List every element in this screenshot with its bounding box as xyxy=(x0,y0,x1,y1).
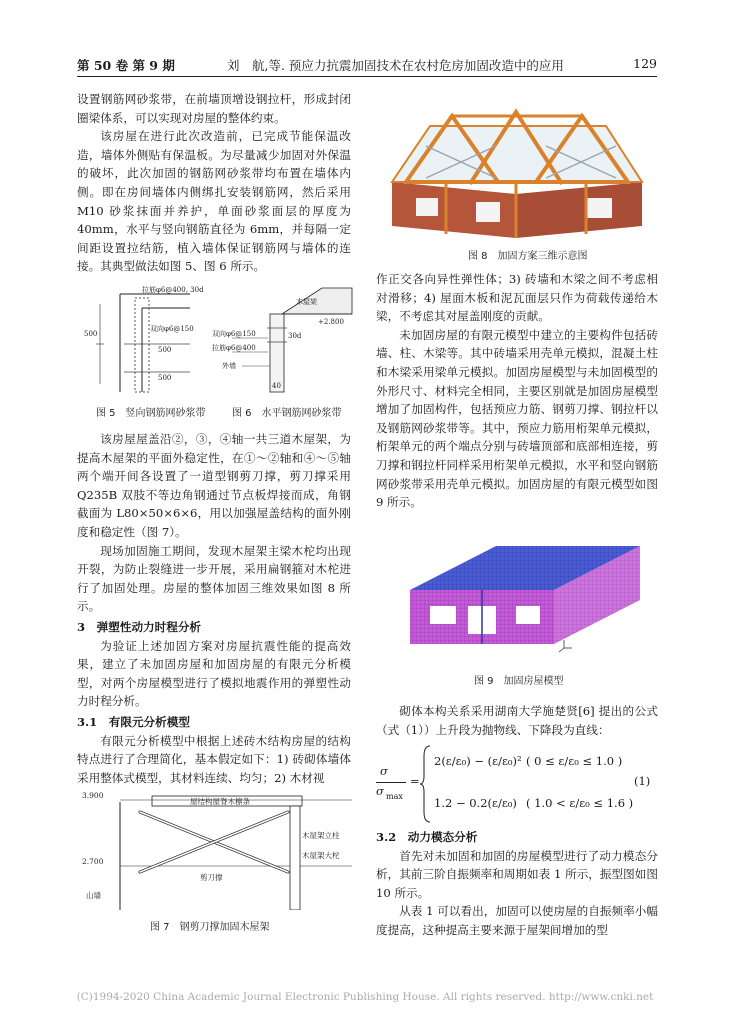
paragraph: 该房屋在进行此次改造前，已完成节能保温改造，墙体外侧贴有保温板。为尽量减少加固对外保温的破坏，此次加固的钢筋网砂浆带均布置在墙体内侧。即在房间墙体内侧绑扎安装钢筋网，然后采用 M10 砂浆抹面并养护，单面砂浆面层的厚度为 40mm，水平与竖向钢筋直径为 6mm，并每隔一定间距设置拉结筋，植入墙体保证钢筋网与墙体的连接。其典型做法如图 5、图 6 所示。 xyxy=(77,129,351,274)
paragraph: 有限元分析模型中根据上述砖木结构房屋的结构特点进行了合理简化，基本假定如下：1) 砖砌体墙体采用整体式模型，其材料连续、均匀；2) 木材视 xyxy=(77,733,351,785)
paragraph: 作正交各向异性弹性体；3) 砖墙和木梁之间不考虑相对滑移；4) 屋面木板和泥瓦面层只作为荷载传递给木梁，不考虑其对屋盖刚度的贡献。 xyxy=(376,272,658,324)
fig7-label: 3.900 xyxy=(82,792,104,800)
fig5-label: 500 xyxy=(84,330,98,338)
formula-number: (1) xyxy=(634,774,651,788)
equation-1: σ σ max = 2(ε/ε₀) − (ε/ε₀)² ( 0 ≤ ε/ε₀ ≤ 1.0 ) 1.2 − 0.2(ε/ε₀) ( 1.0 < ε/ε₀ ≤ 1.6 ) (1) xyxy=(376,742,658,826)
journal-issue: 第 50 卷 第 9 期 xyxy=(77,58,175,73)
formula-row2: 1.2 − 0.2(ε/ε₀) xyxy=(434,796,517,810)
formula-cond1: ( 0 ≤ ε/ε₀ ≤ 1.0 ) xyxy=(526,754,623,768)
fig5-drawing xyxy=(80,284,210,396)
right-column-bottom xyxy=(376,826,658,940)
copyright-footer: (C)1994-2020 China Academic Journal Electronic Publishing House. All rights reserved. http://www.cnki.net xyxy=(76,991,654,1003)
left-column-mid xyxy=(77,430,351,787)
fig6-label: 外墙 xyxy=(222,362,236,370)
fig6-label: 30d xyxy=(288,332,302,340)
paragraph: 为验证上述加固方案对房屋抗震性能的提高效果，建立了未加固房屋和加固房屋的有限元分析模型，对两个房屋模型进行了模拟地震作用的弹塑性动力时程分析。 xyxy=(77,638,351,709)
fig5-label: 500 xyxy=(158,346,172,354)
fig7-caption: 图 7 钢剪刀撑加固木屋架 xyxy=(150,922,270,933)
formula-lhs-den: σ xyxy=(376,784,384,798)
fig7-label: 2.700 xyxy=(82,857,104,866)
fig9-caption: 图 9 加固房屋模型 xyxy=(474,676,564,687)
fig7-label: 山墙 xyxy=(86,891,101,900)
fig6-label: 40 xyxy=(272,382,281,390)
fig8-caption: 图 8 加固方案三维示意图 xyxy=(468,251,588,262)
paragraph: 该房屋屋盖沿②，③，④轴一共三道木屋架，为提高木屋架的平面外稳定性，在①～②轴和④～⑤轴两个端开间各设置了一道型钢剪刀撑，剪刀撑采用 Q235B 双肢不等边角钢通过节点板焊接而成，角钢截面为 L80×50×6×6，用以加强屋盖结构的面外刚度和稳定性（图 7）。 xyxy=(77,432,351,539)
section-heading: 3.2 动力模态分析 xyxy=(376,830,478,844)
fig6-drawing xyxy=(212,284,354,396)
axis-triad-icon xyxy=(559,640,572,652)
fig5-label: 500 xyxy=(158,374,172,382)
fig9-fe-model xyxy=(404,536,654,660)
paragraph: 未加固房屋的有限元模型中建立的主要构件包括砖墙、柱、木梁等。其中砖墙采用壳单元模拟，混凝土柱和木梁采用梁单元模拟。加固房屋模型与未加固模型的外形尺寸、材料完全相同，主要区别就是加固房屋模型增加了加固构件，包括预应力筋、钢剪刀撑、钢拉杆以及钢筋网砂浆带等。其中，预应力筋用桁架单元模拟，桁架单元的两个端点分别与砖墙顶部和底部相连接，剪刀撑和钢拉杆同样采用桁架单元模拟，水平和竖向钢筋网砂浆带采用壳单元模拟。加固房屋的有限元模型如图 9 所示。 xyxy=(376,327,658,510)
fig5-caption: 图 5 竖向钢筋网砂浆带 xyxy=(96,408,206,419)
running-header xyxy=(77,54,657,77)
formula-brace xyxy=(420,744,432,824)
paragraph: 首先对未加固和加固的房屋模型进行了动力模态分析，其前三阶自振频率和周期如表 1 所示，振型图如图 10 所示。 xyxy=(376,848,658,900)
right-column-mid xyxy=(376,702,658,739)
fig6-label: 拉筋φ6@400 xyxy=(212,344,256,352)
fig5-label: 双向φ6@150 xyxy=(150,325,194,333)
fig8-3d-render xyxy=(386,86,648,238)
fig7-label: 剪刀撑 xyxy=(200,873,223,882)
formula-lhs-den-sub: max xyxy=(386,792,403,801)
formula-row1: 2(ε/ε₀) − (ε/ε₀)² xyxy=(434,754,522,768)
paragraph: 从表 1 可以看出，加固可以使房屋的自振频率小幅度提高，这种提高主要来源于屋架间增加的型 xyxy=(376,904,658,937)
fig6-label: 双向φ6@150 xyxy=(212,330,256,338)
right-column-top xyxy=(376,270,658,512)
fig6-caption: 图 6 水平钢筋网砂浆带 xyxy=(232,408,342,419)
fig7-label: 木屋架大柁 xyxy=(302,851,340,860)
page-number: 129 xyxy=(633,56,657,71)
fig7-drawing xyxy=(80,792,352,910)
formula-lhs-num: σ xyxy=(380,764,388,778)
left-column-top xyxy=(77,90,351,276)
article-running-title: 刘 航,等. 预应力抗震加固技术在农村危房加固改造中的应用 xyxy=(227,58,564,73)
section-heading: 3 弹塑性动力时程分析 xyxy=(77,619,202,634)
section-heading: 3.1 有限元分析模型 xyxy=(77,714,190,729)
fig7-label: 木屋架立柱 xyxy=(302,831,340,840)
fig6-label: +2.800 xyxy=(318,318,344,326)
fig5-label: 拉筋φ6@400, 30d xyxy=(142,286,204,294)
fig7-label: 屋结构屋脊木檩条 xyxy=(190,797,250,806)
paragraph: 砌体本构关系采用湖南大学施楚贤[6] 提出的公式（式（1））上升段为抛物线、下降段为直线： xyxy=(376,704,658,737)
formula-cond2: ( 1.0 < ε/ε₀ ≤ 1.6 ) xyxy=(526,796,634,810)
fig6-label: 木屋架 xyxy=(296,298,317,306)
paragraph: 设置钢筋网砂浆带，在前墙顶增设钢拉杆，形成封闭圈梁体系，可以实现对房屋的整体约束。 xyxy=(77,92,351,125)
paragraph: 现场加固施工期间，发现木屋架主梁木柁均出现开裂，为防止裂缝进一步开展，采用扁钢箍对木柁进行了加固处理。房屋的整体加固三维效果如图 8 所示。 xyxy=(77,543,351,614)
